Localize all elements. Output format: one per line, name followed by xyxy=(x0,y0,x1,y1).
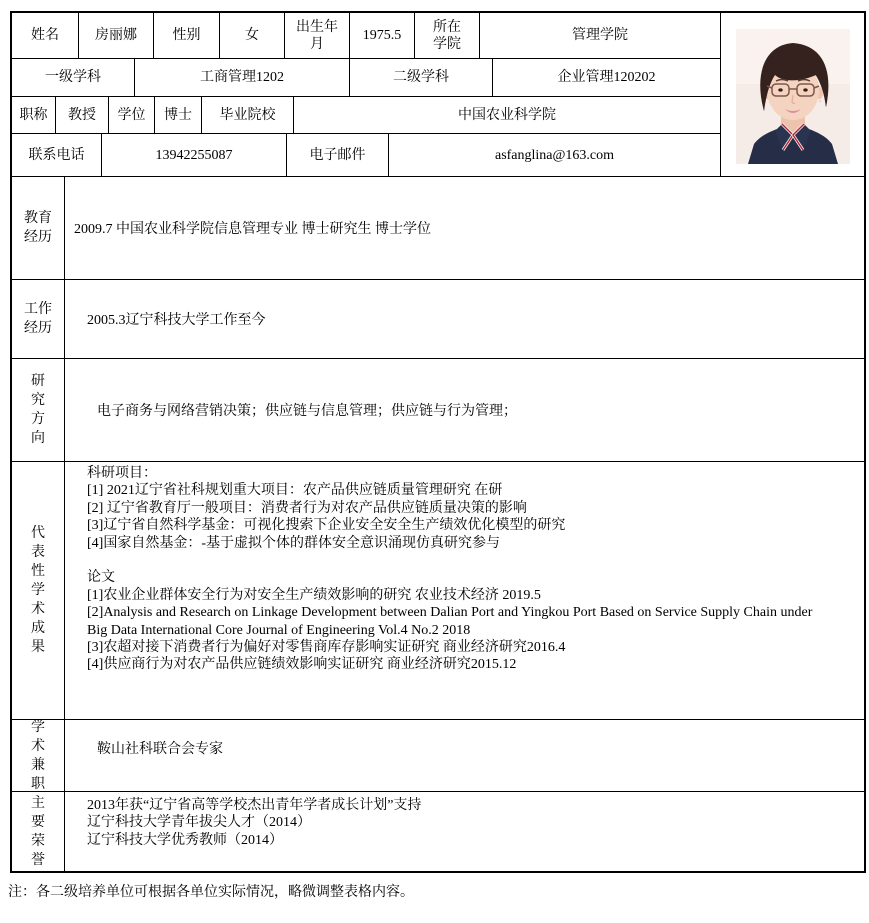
degree-label: 学位 xyxy=(109,97,155,133)
positions-label: 学术兼职 xyxy=(12,720,65,791)
email-value: asfanglina@163.com xyxy=(494,147,615,163)
college-value: 管理学院 xyxy=(572,28,628,43)
achievement-line: [1]农业企业群体安全行为对安全生产绩效影响的研究 农业技术经济 2019.5 xyxy=(87,587,541,603)
achievement-line: [2] 辽宁省教育厅一般项目：消费者行为对农产品供应链质量决策的影响 xyxy=(87,500,527,516)
honor-line: 辽宁科技大学青年拔尖人才（2014） xyxy=(87,815,311,831)
work-label: 工作经历 xyxy=(12,280,65,358)
name-label: 姓名 xyxy=(12,13,79,58)
row-disciplines xyxy=(12,59,720,97)
row-contact xyxy=(12,134,720,176)
achievement-line: [1] 2021辽宁省社科规划重大项目：农产品供应链质量管理研究 在研 xyxy=(87,483,503,499)
birth-value: 1975.5 xyxy=(350,13,415,58)
section-honors xyxy=(12,792,864,871)
discipline1-label: 一级学科 xyxy=(12,59,135,96)
honors-label: 主要荣誉 xyxy=(12,792,65,871)
achievements-content xyxy=(65,462,864,719)
header-block xyxy=(12,13,864,177)
achievement-line: Big Data International Core Journal of Engineering Vol.4 No.2 2018 xyxy=(87,622,471,638)
email-label: 电子邮件 xyxy=(287,134,389,176)
header-fields xyxy=(12,13,720,176)
title-value: 教授 xyxy=(56,97,109,133)
achievement-line: 科研项目： xyxy=(87,466,157,481)
profile-photo xyxy=(736,29,850,164)
row-title-degree xyxy=(12,97,720,134)
discipline1-value: 工商管理1202 xyxy=(135,59,350,96)
footer-note: 注：各二级培养单位可根据各单位实际情况，略微调整表格内容。 xyxy=(8,885,414,900)
discipline2-label: 二级学科 xyxy=(350,59,493,96)
honor-line: 辽宁科技大学优秀教师（2014） xyxy=(87,832,283,848)
discipline2-value: 企业管理120202 xyxy=(557,70,656,85)
school-value: 中国农业科学院 xyxy=(458,107,556,123)
honor-line: 2013年获“辽宁省高等学校杰出青年学者成长计划”支持 xyxy=(87,798,422,813)
gender-label: 性别 xyxy=(154,13,220,58)
achievement-line: [3]辽宁省自然科学基金：可视化搜索下企业安全安全生产绩效优化模型的研究 xyxy=(87,518,566,534)
name-value: 房丽娜 xyxy=(79,13,154,58)
achievement-line: [4]供应商行为对农产品供应链绩效影响实证研究 商业经济研究2015.12 xyxy=(87,657,517,673)
title-label: 职称 xyxy=(12,97,56,133)
college-label: 所在学院 xyxy=(415,13,480,58)
gender-value: 女 xyxy=(220,13,285,58)
work-content: 2005.3辽宁科技大学工作至今 xyxy=(87,313,266,328)
achievement-line: [4]国家自然基金：-基于虚拟个体的群体安全意识涌现仿真研究参与 xyxy=(87,535,500,551)
achievement-line: 论文 xyxy=(87,570,115,586)
achievements-label: 代表性学术成果 xyxy=(12,462,65,719)
achievement-line-blank xyxy=(87,552,854,569)
research-label: 研究方向 xyxy=(12,359,65,461)
education-content: 2009.7 中国农业科学院信息管理专业 博士研究生 博士学位 xyxy=(74,222,431,237)
degree-value: 博士 xyxy=(155,97,202,133)
row-basic-info xyxy=(12,13,720,59)
school-label: 毕业院校 xyxy=(202,97,294,133)
photo-cell xyxy=(720,13,864,176)
phone-label: 联系电话 xyxy=(12,134,102,176)
section-positions xyxy=(12,720,864,792)
honors-content xyxy=(65,792,864,871)
phone-value: 13942255087 xyxy=(102,134,287,176)
education-label: 教育经历 xyxy=(12,177,65,279)
section-work xyxy=(12,280,864,359)
research-content: 电子商务与网络营销决策；供应链与信息管理；供应链与行为管理； xyxy=(97,404,517,419)
section-achievements xyxy=(12,462,864,720)
achievement-line: [2]Analysis and Research on Linkage Development between Dalian Port and Yingkou Port Based on Service Supply Chain under xyxy=(87,605,813,621)
positions-content: 鞍山社科联合会专家 xyxy=(97,742,223,757)
section-research xyxy=(12,359,864,462)
section-education xyxy=(12,177,864,280)
birth-label: 出生年月 xyxy=(285,13,350,58)
achievement-line: [3]农超对接下消费者行为偏好对零售商库存影响实证研究 商业经济研究2016.4 xyxy=(87,640,566,656)
profile-table xyxy=(10,11,866,873)
